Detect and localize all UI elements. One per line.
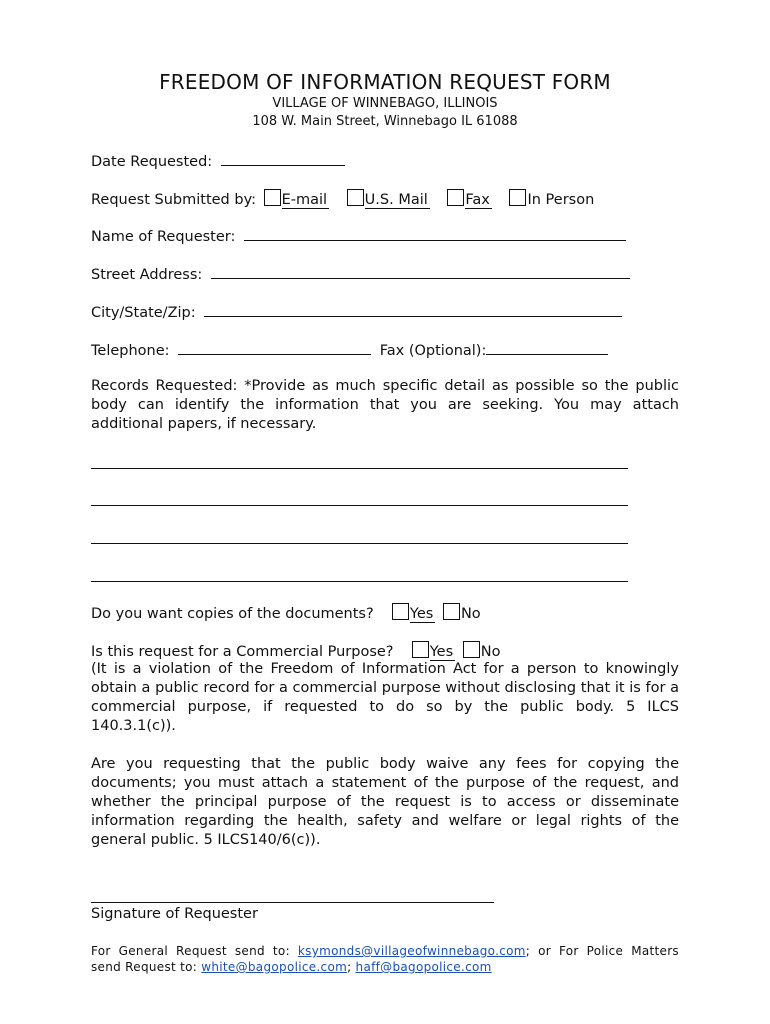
copies-question: Do you want copies of the documents? [91,606,374,622]
commercial-no-checkbox[interactable] [463,641,480,658]
submitted-by-label: Request Submitted by: [91,192,256,208]
fax-field[interactable] [486,340,608,355]
fee-waiver-text: Are you requesting that the public body waive any fees for copying the documents; you must attach a statement of the purpose of the request, and whether the principal purpose of the request is to access or disseminate information regarding the health, safety and welfare or legal rights of the general public. 5 ILCS140/6(c)). [91,756,679,848]
records-line-1[interactable] [91,468,628,469]
copies-no-checkbox[interactable] [443,603,460,620]
telephone-label: Telephone: [91,343,170,359]
date-requested-field[interactable] [221,151,345,166]
footer-separator: ; [347,960,352,974]
copies-no-label: No [460,606,481,622]
records-line-2[interactable] [91,505,628,506]
organization-name: VILLAGE OF WINNEBAGO, ILLINOIS [272,96,498,111]
organization-address: 108 W. Main Street, Winnebago IL 61088 [252,114,518,129]
us-mail-checkbox[interactable] [347,189,364,206]
street-field[interactable] [211,264,630,279]
submitted-by-row [91,189,594,208]
us-mail-option-label: U.S. Mail [364,192,428,208]
police-email-link-2[interactable]: haff@bagopolice.com [355,960,492,974]
general-email-link[interactable]: ksymonds@villageofwinnebago.com [297,944,526,958]
fax-option-label: Fax [465,192,490,208]
copies-row [91,603,481,622]
commercial-question: Is this request for a Commercial Purpose? [91,644,394,660]
footer-police-text: ; or For Police Matters [525,944,679,958]
date-requested-row [91,151,345,170]
footer-general-prefix: For General Request send to: [91,944,290,958]
name-field[interactable] [244,226,626,241]
commercial-no-label: No [480,644,501,660]
city-label: City/State/Zip: [91,305,196,321]
commercial-note: (It is a violation of the Freedom of Information Act for a person to knowingly obtain a public record for a commercial purpose without disclosing that it is for a commercial purpose, if requested to do so by the public body. 5 ILCS 140.3.1(c)). [91,661,679,734]
footer-send-prefix: send Request to: [91,960,198,974]
fax-label: Fax (Optional): [379,343,487,359]
footer-line-1 [91,943,679,959]
signature-label: Signature of Requester [91,906,258,922]
name-label: Name of Requester: [91,229,236,245]
copies-yes-checkbox[interactable] [392,603,409,620]
city-row [91,302,622,321]
records-line-4[interactable] [91,581,628,582]
form-title: FREEDOM OF INFORMATION REQUEST FORM [159,70,611,94]
commercial-yes-checkbox[interactable] [412,641,429,658]
street-label: Street Address: [91,267,203,283]
email-option-label: E-mail [281,192,328,208]
in-person-checkbox[interactable] [509,189,526,206]
fax-checkbox[interactable] [447,189,464,206]
footer-line-2 [91,959,679,975]
date-requested-label: Date Requested: [91,154,213,170]
name-row [91,226,626,245]
email-checkbox[interactable] [264,189,281,206]
telephone-field[interactable] [178,340,371,355]
in-person-option-label: In Person [527,192,595,208]
police-email-link-1[interactable]: white@bagopolice.com [201,960,348,974]
signature-line[interactable] [91,902,494,903]
street-row [91,264,630,283]
commercial-row [91,641,500,660]
telephone-row [91,340,608,359]
copies-yes-label: Yes [409,606,434,622]
records-line-3[interactable] [91,543,628,544]
city-field[interactable] [204,302,622,317]
records-requested-text: Records Requested: *Provide as much specific detail as possible so the public body can identify the information that you are seeking. You may attach additional papers, if necessary. [91,378,679,432]
commercial-yes-label: Yes [429,644,454,660]
